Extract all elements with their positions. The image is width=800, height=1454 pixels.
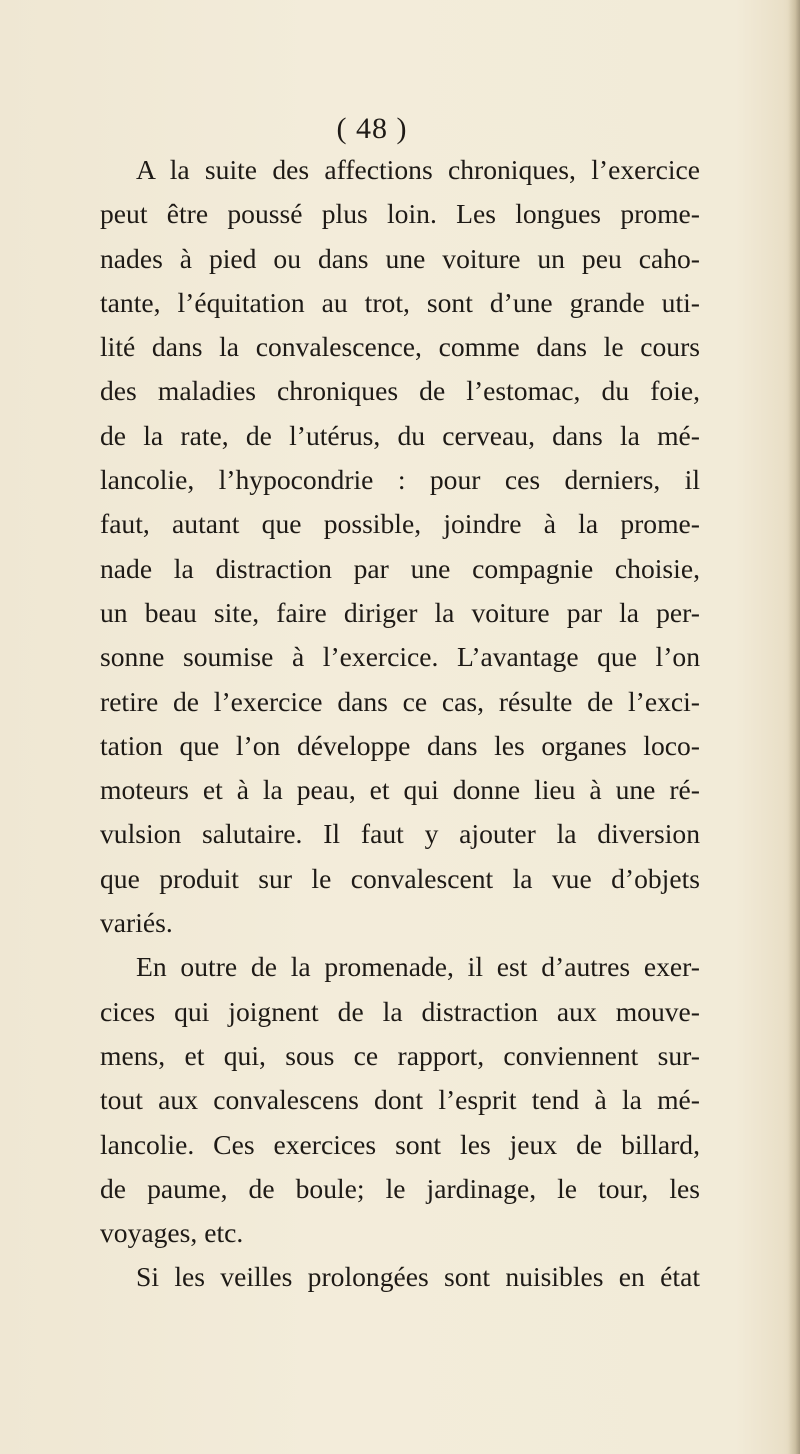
text-line: tante, l’équitation au trot, sont d’une grande uti- (100, 286, 700, 318)
text-line: Si les veilles prolongées sont nuisibles en état (136, 1261, 700, 1293)
text-line: un beau site, faire diriger la voiture par la per- (100, 596, 700, 628)
text-line: peut être poussé plus loin. Les longues prome- (100, 198, 700, 230)
text-line: variés. (100, 907, 173, 939)
text-line: moteurs et à la peau, et qui donne lieu à une ré- (100, 774, 700, 806)
text-line: nade la distraction par une compagnie choisie, (100, 552, 700, 584)
text-line: de paume, de boule; le jardinage, le tour, les (100, 1172, 700, 1204)
text-line: voyages, etc. (100, 1217, 244, 1249)
text-line: cices qui joignent de la distraction aux mouve- (100, 995, 700, 1027)
text-line: tation que l’on développe dans les organes loco- (100, 729, 700, 761)
page-edge-shadow (788, 0, 800, 1454)
text-line: faut, autant que possible, joindre à la prome- (100, 508, 700, 540)
text-line: lancolie, l’hypocondrie : pour ces derniers, il (100, 464, 700, 496)
text-line: mens, et qui, sous ce rapport, conviennent sur- (100, 1039, 700, 1071)
text-line: tout aux convalescens dont l’esprit tend à la mé- (100, 1084, 700, 1116)
text-line: En outre de la promenade, il est d’autres exer- (136, 951, 700, 983)
text-line: nades à pied ou dans une voiture un peu caho- (100, 242, 700, 274)
page-number: ( 48 ) (336, 112, 408, 145)
text-line: A la suite des affections chroniques, l’exercice (136, 154, 700, 185)
text-line: lancolie. Ces exercices sont les jeux de billard, (100, 1128, 700, 1160)
body-text (100, 148, 700, 1300)
text-line: vulsion salutaire. Il faut y ajouter la diversion (100, 818, 700, 850)
text-line: sonne soumise à l’exercice. L’avantage que l’on (100, 641, 700, 673)
text-line: des maladies chroniques de l’estomac, du foie, (100, 375, 700, 407)
text-line: lité dans la convalescence, comme dans le cours (100, 331, 700, 363)
text-line: retire de l’exercice dans ce cas, résulte de l’exci- (100, 685, 700, 717)
text-line: que produit sur le convalescent la vue d’objets (100, 862, 700, 894)
text-line: de la rate, de l’utérus, du cerveau, dans la mé- (100, 419, 700, 451)
